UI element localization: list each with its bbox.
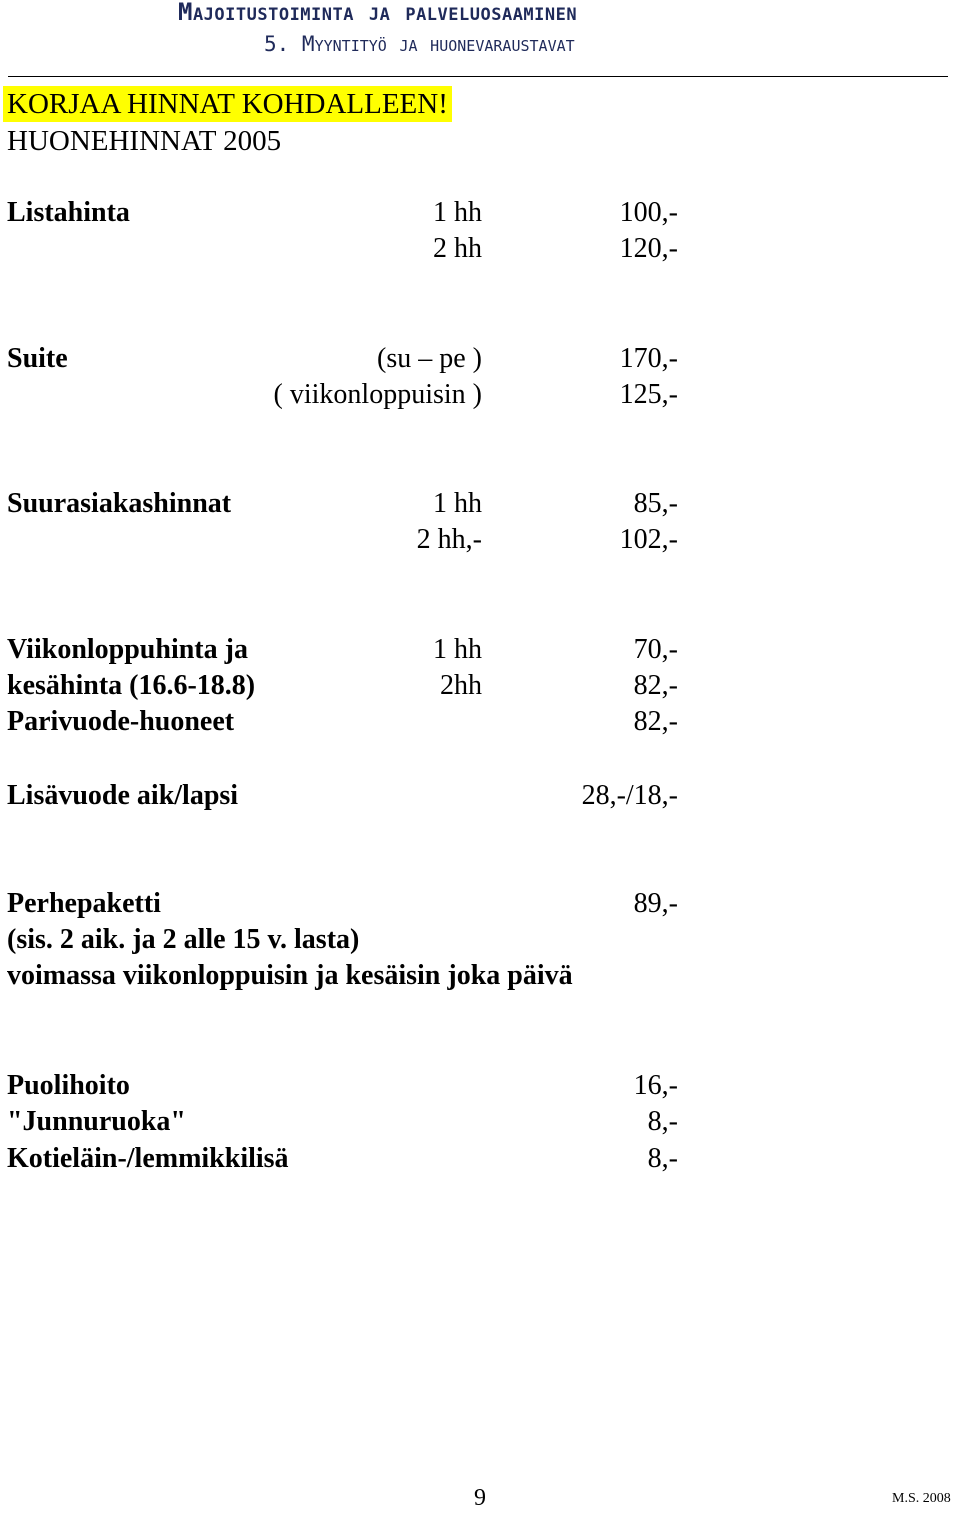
suite-type-2: ( viikonloppuisin ) xyxy=(273,379,482,410)
page-number: 9 xyxy=(474,1485,486,1511)
parivuode-price: 82,- xyxy=(633,706,678,737)
viikonloppu-label-1: Viikonloppuhinta ja xyxy=(7,634,248,665)
viikonloppu-label-2: kesähinta (16.6-18.8) xyxy=(7,670,256,701)
puolihoito-price: 16,- xyxy=(633,1070,678,1101)
junnuruoka-price: 8,- xyxy=(647,1106,678,1137)
suite-label: Suite xyxy=(7,343,68,374)
viikonloppu-price-2: 82,- xyxy=(633,670,678,701)
document-header-title: Majoitustoiminta ja palveluosaaminen xyxy=(178,0,578,26)
viikonloppu-type-2: 2hh xyxy=(440,670,482,701)
lisavuode-price: 28,-/18,- xyxy=(581,780,678,811)
junnuruoka-label: "Junnuruoka" xyxy=(7,1106,186,1137)
listahinta-price-2: 120,- xyxy=(619,233,678,264)
kotielain-price: 8,- xyxy=(647,1143,678,1174)
perhepaketti-note-2: voimassa viikonloppuisin ja kesäisin joka päivä xyxy=(7,960,573,991)
listahinta-price-1: 100,- xyxy=(619,197,678,228)
parivuode-label: Parivuode-huoneet xyxy=(7,706,235,737)
document-header-subtitle: 5. Myyntityö ja huonevaraustavat xyxy=(264,32,575,56)
suurasiakas-price-2: 102,- xyxy=(619,524,678,555)
suurasiakas-type-1: 1 hh xyxy=(433,488,482,519)
lisavuode-label: Lisävuode aik/lapsi xyxy=(7,780,239,811)
puolihoito-label: Puolihoito xyxy=(7,1070,130,1101)
kotielain-label: Kotieläin-/lemmikkilisä xyxy=(7,1143,289,1174)
suite-price-1: 170,- xyxy=(619,343,678,374)
author-initials: M.S. 2008 xyxy=(892,1491,951,1506)
perhepaketti-label: Perhepaketti xyxy=(7,888,161,919)
header-divider xyxy=(8,76,948,77)
suite-type-1: (su – pe ) xyxy=(377,343,482,374)
viikonloppu-type-1: 1 hh xyxy=(433,634,482,665)
perhepaketti-note-1: (sis. 2 aik. ja 2 alle 15 v. lasta) xyxy=(7,924,360,955)
listahinta-label: Listahinta xyxy=(7,197,130,228)
suite-price-2: 125,- xyxy=(619,379,678,410)
listahinta-type-2: 2 hh xyxy=(433,233,482,264)
suurasiakas-price-1: 85,- xyxy=(633,488,678,519)
page-title: HUONEHINNAT 2005 xyxy=(7,125,282,157)
viikonloppu-price-1: 70,- xyxy=(633,634,678,665)
suurasiakas-label: Suurasiakashinnat xyxy=(7,488,232,519)
suurasiakas-type-2: 2 hh,- xyxy=(416,524,482,555)
perhepaketti-price: 89,- xyxy=(633,888,678,919)
listahinta-type-1: 1 hh xyxy=(433,197,482,228)
highlighted-notice: KORJAA HINNAT KOHDALLEEN! xyxy=(3,86,452,122)
